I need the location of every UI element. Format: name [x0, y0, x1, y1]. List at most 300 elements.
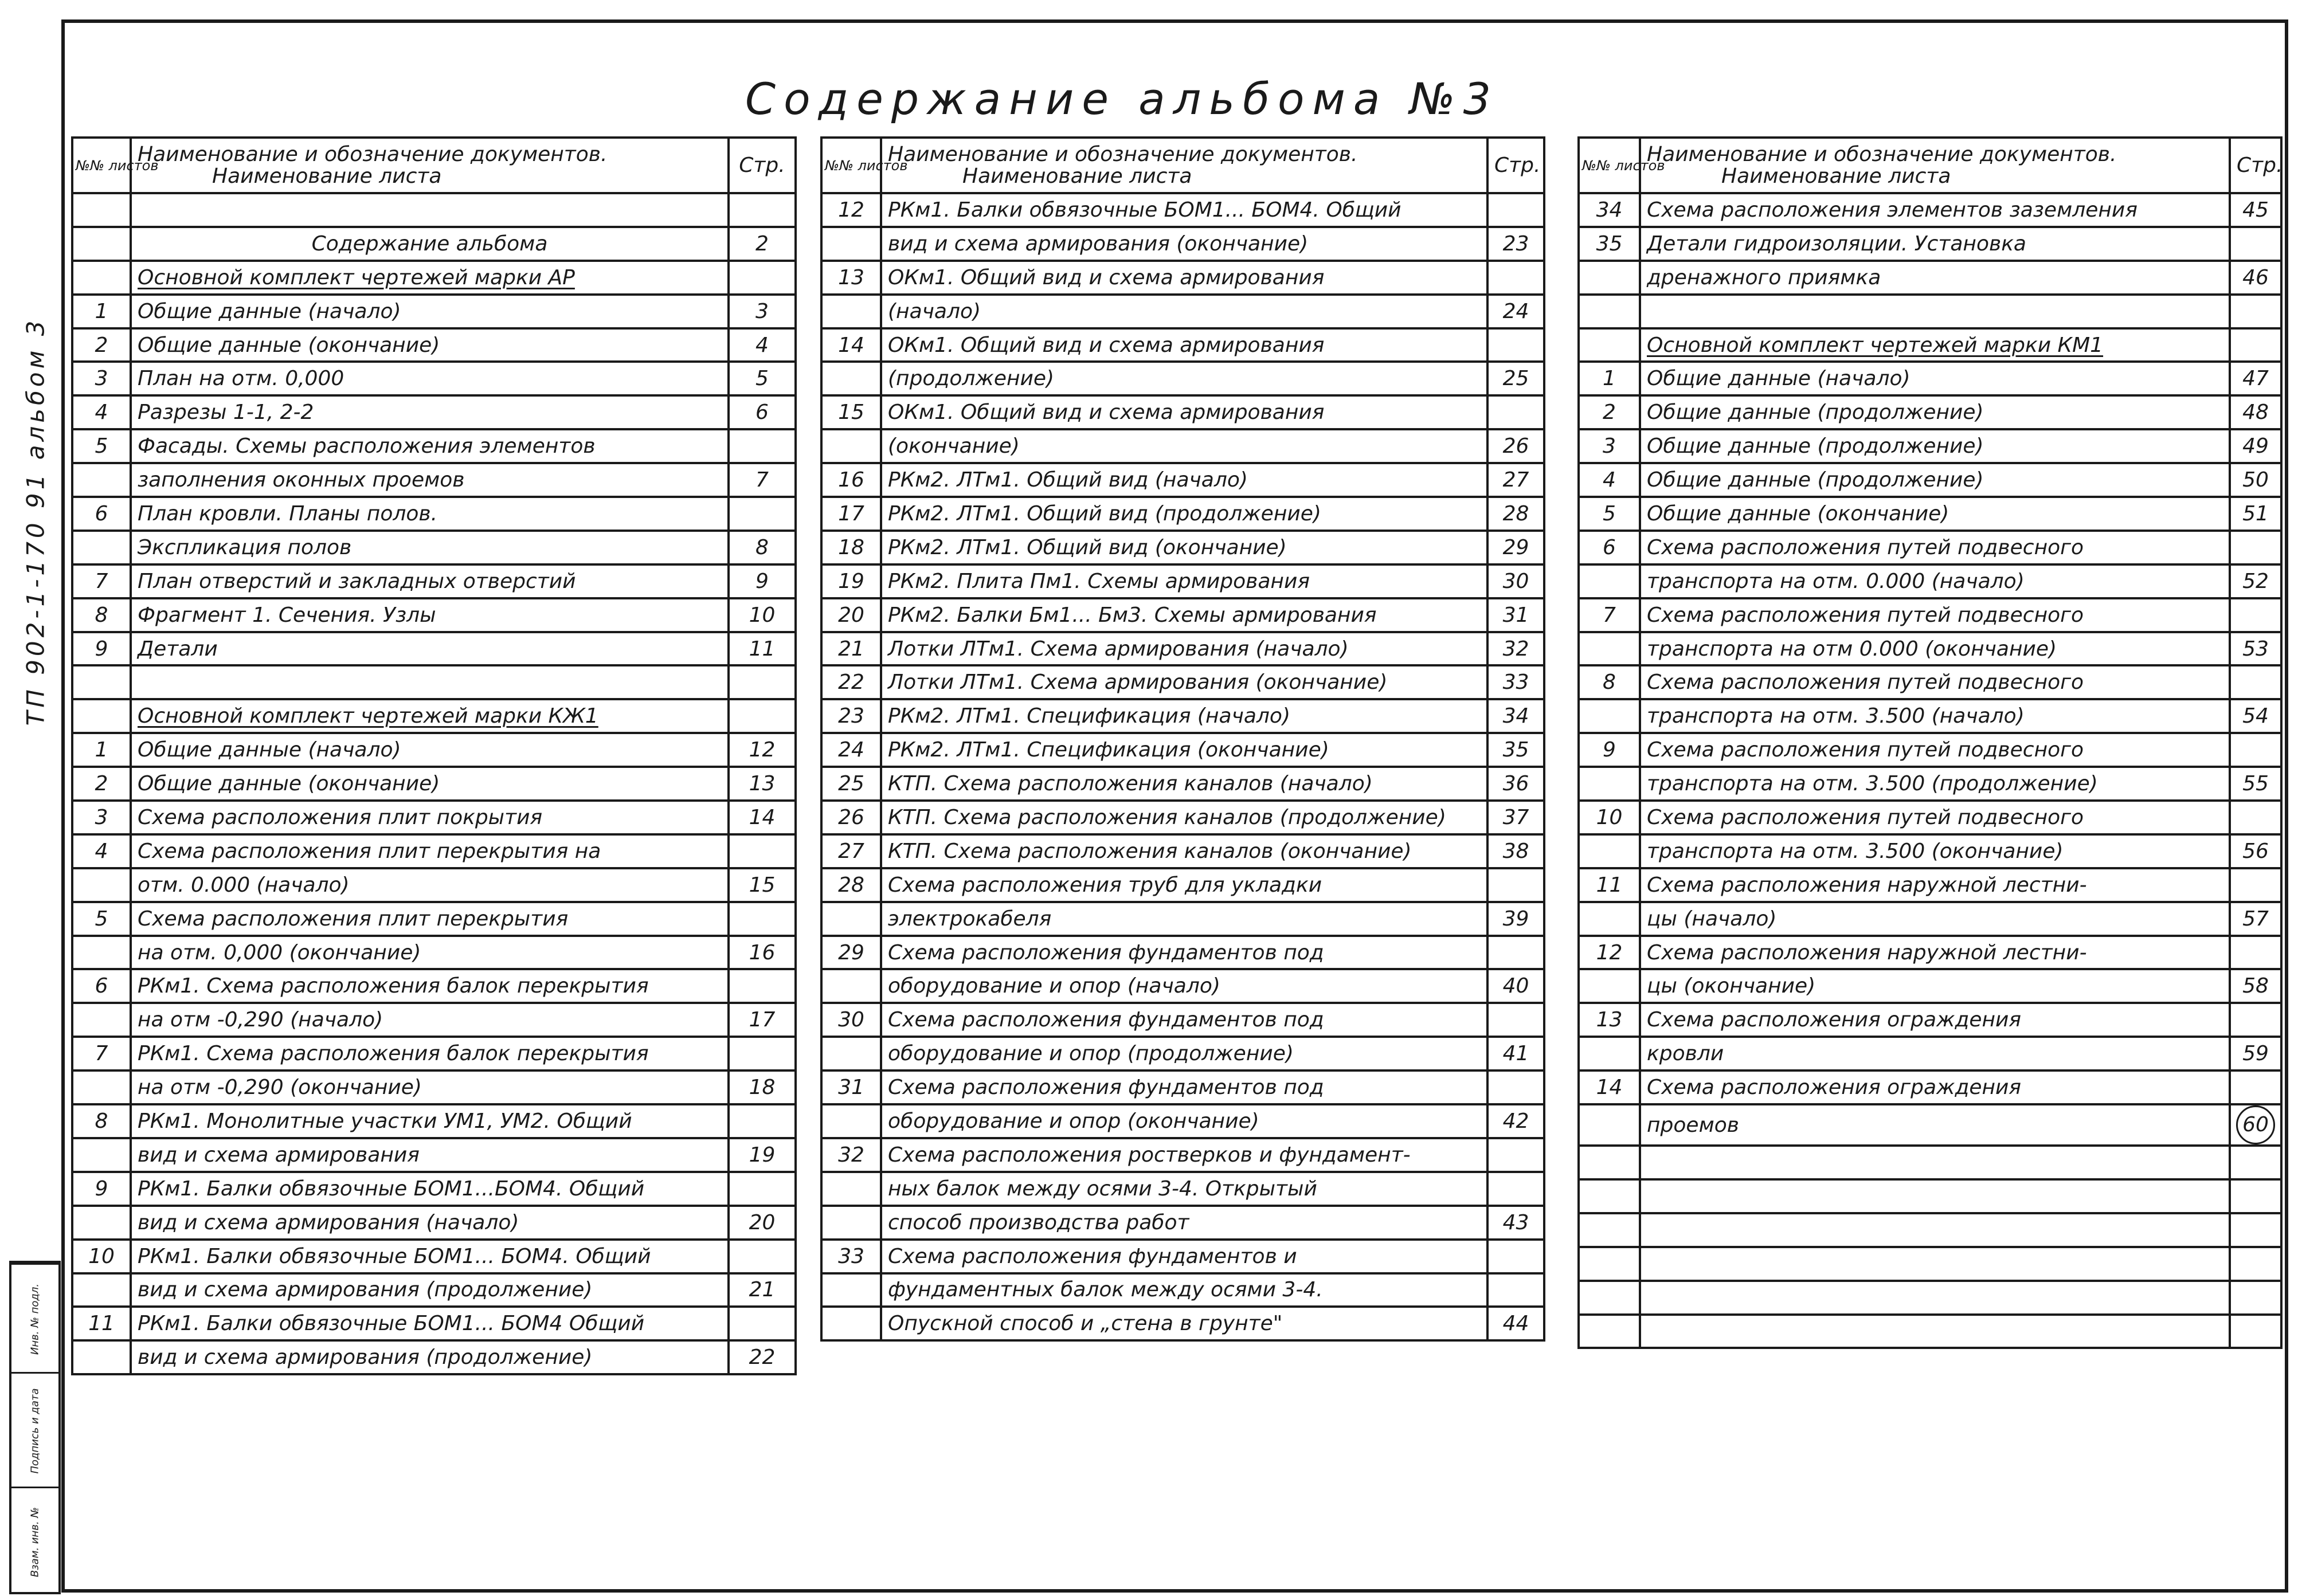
sheet-number: 5: [72, 902, 131, 936]
sheet-number: [1579, 1146, 1640, 1179]
sheet-title: [131, 193, 729, 227]
sheet-title: Схема расположения путей подвесного: [1640, 733, 2230, 767]
sheet-number: 29: [821, 936, 881, 970]
page-number: 28: [1487, 497, 1544, 531]
sheet-number: [1579, 699, 1640, 733]
sheet-title: способ производства работ: [881, 1206, 1487, 1240]
page-number: 18: [729, 1070, 796, 1104]
page-number: [1487, 1172, 1544, 1206]
sheet-title: Экспликация полов: [131, 531, 729, 564]
sheet-title: Схема расположения элементов заземления: [1640, 193, 2230, 227]
page-number: 46: [2230, 261, 2281, 295]
page-number: [1487, 261, 1544, 295]
sheet-number: 5: [72, 429, 131, 463]
sheet-title: РКм1. Схема расположения балок перекрытия: [131, 969, 729, 1003]
page-number: [2230, 295, 2281, 328]
sheet-title: [1640, 1315, 2230, 1348]
sheet-number: [72, 193, 131, 227]
sheet-number: 18: [821, 531, 881, 564]
sheet-title: Опускной способ и „стена в грунте": [881, 1307, 1487, 1340]
sheet-title: оборудование и опор (продолжение): [881, 1037, 1487, 1070]
sheet-title: электрокабеля: [881, 902, 1487, 936]
table-header: [821, 138, 1544, 193]
table-row: [1579, 531, 2281, 564]
table-row: [72, 598, 796, 632]
sheet-number: [821, 1273, 881, 1307]
sheet-title: Схема расположения путей подвесного: [1640, 531, 2230, 564]
page-number: [1487, 1240, 1544, 1273]
page-number: 55: [2230, 767, 2281, 801]
table-row: [72, 564, 796, 598]
table-row: [821, 328, 1544, 362]
sheet-title: вид и схема армирования (продолжение): [131, 1273, 729, 1307]
contents-table-1: [71, 136, 797, 1375]
page-number: [2230, 801, 2281, 834]
sheet-title: цы (окончание): [1640, 969, 2230, 1003]
sheet-number: 7: [1579, 598, 1640, 632]
sheet-title: Разрезы 1-1, 2-2: [131, 395, 729, 429]
table-row: [821, 1070, 1544, 1104]
page-number: [729, 193, 796, 227]
table-row: [1579, 868, 2281, 902]
sheet-number: 3: [1579, 429, 1640, 463]
sheet-number: 2: [72, 328, 131, 362]
page-number: 10: [729, 598, 796, 632]
stamp-label-3: Взам. инв. №: [29, 1507, 41, 1578]
sheet-number: 10: [1579, 801, 1640, 834]
table-row: [72, 227, 796, 261]
sheet-title: РКм1. Балки обвязочные БОМ1... БОМ4 Общий: [131, 1307, 729, 1340]
table-row: [821, 1172, 1544, 1206]
page-number: [2230, 1070, 2281, 1104]
table-row: [1579, 699, 2281, 733]
sheet-title: Общие данные (окончание): [1640, 497, 2230, 531]
sheet-number: 19: [821, 564, 881, 598]
sheet-number: [1579, 834, 1640, 868]
sheet-title: [131, 261, 729, 295]
page-number: 47: [2230, 362, 2281, 395]
header-num: №№ листов: [821, 138, 881, 193]
page-number: [1487, 193, 1544, 227]
table-row: [72, 429, 796, 463]
page-number: [2230, 1179, 2281, 1213]
table-row: [821, 936, 1544, 970]
stamp-label-2: Подпись и дата: [29, 1388, 41, 1474]
sheet-title: транспорта на отм. 3.500 (продолжение): [1640, 767, 2230, 801]
page-number: 40: [1487, 969, 1544, 1003]
sheet-number: [72, 1138, 131, 1172]
sheet-title: Схема расположения ограждения: [1640, 1070, 2230, 1104]
sheet-title: РКм2. ЛТм1. Спецификация (начало): [881, 699, 1487, 733]
table-row: [72, 936, 796, 970]
table-row: [821, 1206, 1544, 1240]
page-number: 4: [729, 328, 796, 362]
table-row: [1579, 362, 2281, 395]
page-number: 15: [729, 868, 796, 902]
sheet-title: [1640, 1247, 2230, 1281]
header-name-line1: Наименование и обозначение документов.: [1647, 142, 2117, 166]
sheet-title: Детали: [131, 632, 729, 666]
sheet-number: 32: [821, 1138, 881, 1172]
sheet-number: [72, 1003, 131, 1037]
sheet-title: РКм1. Балки обвязочные БОМ1... БОМ4. Общий: [131, 1240, 729, 1273]
page-number: 53: [2230, 632, 2281, 666]
table-row: [72, 497, 796, 531]
page-number: 31: [1487, 598, 1544, 632]
header-name-line2: Наименование листа: [962, 164, 1192, 188]
centered-title: Содержание альбома: [311, 232, 548, 256]
page-number: 9: [729, 564, 796, 598]
table-row: [821, 295, 1544, 328]
sheet-number: 7: [72, 564, 131, 598]
table-row: [72, 868, 796, 902]
sheet-title: [1640, 1281, 2230, 1315]
page-number: 33: [1487, 665, 1544, 699]
sheet-title: РКм2. ЛТм1. Спецификация (окончание): [881, 733, 1487, 767]
header-name: [881, 138, 1487, 193]
sheet-title: РКм1. Балки обвязочные БОМ1... БОМ4. Общий: [881, 193, 1487, 227]
page-number: 12: [729, 733, 796, 767]
page-number: 52: [2230, 564, 2281, 598]
sheet-number: [1579, 632, 1640, 666]
table-row: [72, 1273, 796, 1307]
page-number: 29: [1487, 531, 1544, 564]
sheet-number: [821, 1104, 881, 1138]
page-number: 14: [729, 801, 796, 834]
sheet-title: План на отм. 0,000: [131, 362, 729, 395]
table-row: [1579, 1146, 2281, 1179]
table-row: [1579, 632, 2281, 666]
sheet-title: (окончание): [881, 429, 1487, 463]
sheet-number: 8: [1579, 665, 1640, 699]
page-number: 54: [2230, 699, 2281, 733]
sheet-title: Схема расположения наружной лестни-: [1640, 936, 2230, 970]
page-number: 2: [729, 227, 796, 261]
sheet-number: 27: [821, 834, 881, 868]
sheet-title: Схема расположения ограждения: [1640, 1003, 2230, 1037]
sheet-title: транспорта на отм. 3.500 (окончание): [1640, 834, 2230, 868]
page-number: 42: [1487, 1104, 1544, 1138]
page-number: [729, 834, 796, 868]
page-number: 13: [729, 767, 796, 801]
sheet-number: 35: [1579, 227, 1640, 261]
page-number: [729, 261, 796, 295]
page-number: 51: [2230, 497, 2281, 531]
table-row: [1579, 1070, 2281, 1104]
sheet-number: [821, 1307, 881, 1340]
table-row: [72, 632, 796, 666]
sheet-title: заполнения оконных проемов: [131, 463, 729, 497]
sheet-number: [1579, 1037, 1640, 1070]
side-code-text: ТП 902-1-170 91 альбом 3: [21, 317, 50, 726]
table-row: [72, 1138, 796, 1172]
sheet-title: Схема расположения плит покрытия: [131, 801, 729, 834]
section-heading: Основной комплект чертежей марки АР: [138, 265, 575, 289]
table-body: [1579, 193, 2281, 1348]
table-row: [1579, 261, 2281, 295]
page-number: [1487, 936, 1544, 970]
sheet-number: [72, 227, 131, 261]
page-number: 56: [2230, 834, 2281, 868]
sheet-title: [131, 699, 729, 733]
sheet-title: КТП. Схема расположения каналов (начало): [881, 767, 1487, 801]
page-number: 19: [729, 1138, 796, 1172]
sheet-title: ОКм1. Общий вид и схема армирования: [881, 261, 1487, 295]
sheet-title: Общие данные (продолжение): [1640, 463, 2230, 497]
sheet-number: 4: [72, 395, 131, 429]
sheet-number: 1: [72, 733, 131, 767]
sheet-number: 14: [821, 328, 881, 362]
table-row: [1579, 429, 2281, 463]
page-number: [729, 1037, 796, 1070]
page-number: [1487, 328, 1544, 362]
table-row: [72, 1070, 796, 1104]
table-row: [72, 261, 796, 295]
table-row: [72, 463, 796, 497]
header-name-line1: Наименование и обозначение документов.: [138, 142, 608, 166]
sheet-title: План кровли. Планы полов.: [131, 497, 729, 531]
sheet-title: Лотки ЛТм1. Схема армирования (начало): [881, 632, 1487, 666]
page-number: [729, 902, 796, 936]
stamp-cell-2: [11, 1372, 58, 1488]
sheet-title: Фасады. Схемы расположения элементов: [131, 429, 729, 463]
sheet-title: вид и схема армирования (начало): [131, 1206, 729, 1240]
sheet-number: [1579, 1247, 1640, 1281]
sheet-number: [1579, 1213, 1640, 1247]
sheet-number: [72, 531, 131, 564]
table-row: [72, 362, 796, 395]
page-number: 24: [1487, 295, 1544, 328]
sheet-number: [72, 868, 131, 902]
table-row: [72, 1172, 796, 1206]
table-row: [821, 227, 1544, 261]
sheet-title: проемов: [1640, 1104, 2230, 1146]
page-number: 30: [1487, 564, 1544, 598]
table-row: [72, 1307, 796, 1340]
header-name-line2: Наименование листа: [212, 164, 442, 188]
sheet-number: [1579, 295, 1640, 328]
page-number: [2230, 1003, 2281, 1037]
sheet-title: Детали гидроизоляции. Установка: [1640, 227, 2230, 261]
sheet-number: [72, 699, 131, 733]
page-number: [2230, 665, 2281, 699]
sheet-number: [1579, 767, 1640, 801]
sheet-number: 4: [72, 834, 131, 868]
sheet-number: 7: [72, 1037, 131, 1070]
page-number: 59: [2230, 1037, 2281, 1070]
page-number: [729, 699, 796, 733]
sheet-title: Схема расположения фундаментов под: [881, 936, 1487, 970]
table-row: [821, 261, 1544, 295]
table-row: [72, 1003, 796, 1037]
sheet-title: [1640, 328, 2230, 362]
sheet-number: 23: [821, 699, 881, 733]
header-num: №№ листов: [1579, 138, 1640, 193]
sheet-number: 4: [1579, 463, 1640, 497]
sheet-number: [821, 1172, 881, 1206]
sheet-number: 9: [1579, 733, 1640, 767]
table-row: [821, 395, 1544, 429]
table-row: [1579, 463, 2281, 497]
page-number: [2230, 531, 2281, 564]
sheet-title: Общие данные (начало): [131, 295, 729, 328]
sheet-number: [1579, 1315, 1640, 1348]
sheet-title: Схема расположения ростверков и фундамент-: [881, 1138, 1487, 1172]
side-document-code: [18, 317, 53, 726]
page-number: 37: [1487, 801, 1544, 834]
table-row: [1579, 564, 2281, 598]
page-number: [1487, 868, 1544, 902]
table-row: [72, 531, 796, 564]
table-row: [72, 328, 796, 362]
sheet-number: 33: [821, 1240, 881, 1273]
page-number: [729, 969, 796, 1003]
table-row: [821, 531, 1544, 564]
page-number: 26: [1487, 429, 1544, 463]
table-row: [1579, 665, 2281, 699]
sheet-title: РКм1. Монолитные участки УМ1, УМ2. Общий: [131, 1104, 729, 1138]
table-row: [1579, 801, 2281, 834]
table-row: [1579, 497, 2281, 531]
sheet-number: 15: [821, 395, 881, 429]
page-number: [729, 429, 796, 463]
sheet-number: 3: [72, 362, 131, 395]
sheet-title: оборудование и опор (начало): [881, 969, 1487, 1003]
sheet-title: РКм2. ЛТм1. Общий вид (продолжение): [881, 497, 1487, 531]
sheet-number: [1579, 1179, 1640, 1213]
sheet-number: [72, 463, 131, 497]
sheet-title: [1640, 1179, 2230, 1213]
table-row: [821, 598, 1544, 632]
sheet-title: ОКм1. Общий вид и схема армирования: [881, 395, 1487, 429]
sheet-title: [1640, 295, 2230, 328]
sheet-number: 5: [1579, 497, 1640, 531]
sheet-number: 6: [72, 497, 131, 531]
sheet-number: 31: [821, 1070, 881, 1104]
page-number: [729, 497, 796, 531]
page-number: 38: [1487, 834, 1544, 868]
sheet-number: 9: [72, 632, 131, 666]
sheet-number: 14: [1579, 1070, 1640, 1104]
sheet-number: 10: [72, 1240, 131, 1273]
table-row: [72, 1037, 796, 1070]
page-number: 41: [1487, 1037, 1544, 1070]
sheet-title: Схема расположения фундаментов и: [881, 1240, 1487, 1273]
page-number: [2230, 733, 2281, 767]
page-number: 17: [729, 1003, 796, 1037]
header-page: Стр.: [1487, 138, 1544, 193]
sheet-title: Схема расположения путей подвесного: [1640, 801, 2230, 834]
sheet-number: [1579, 969, 1640, 1003]
sheet-title: План отверстий и закладных отверстий: [131, 564, 729, 598]
table-row: [821, 362, 1544, 395]
table-row: [821, 429, 1544, 463]
sheet-number: 2: [72, 767, 131, 801]
sheet-number: [72, 1340, 131, 1374]
header-name: [1640, 138, 2230, 193]
table-row: [821, 463, 1544, 497]
table-row: [72, 1240, 796, 1273]
table-row: [1579, 969, 2281, 1003]
table-row: [821, 1307, 1544, 1340]
page-number: 16: [729, 936, 796, 970]
table-row: [821, 969, 1544, 1003]
table-row: [821, 1104, 1544, 1138]
contents-table-2: [820, 136, 1545, 1342]
table-row: [821, 834, 1544, 868]
table-row: [821, 733, 1544, 767]
table-row: [72, 193, 796, 227]
sheet-number: 6: [1579, 531, 1640, 564]
sheet-number: 26: [821, 801, 881, 834]
sheet-title: транспорта на отм. 0.000 (начало): [1640, 564, 2230, 598]
page-number: [2230, 598, 2281, 632]
page-number: 49: [2230, 429, 2281, 463]
page-number: 39: [1487, 902, 1544, 936]
table-row: [821, 497, 1544, 531]
table-row: [1579, 936, 2281, 970]
sheet-title: дренажного приямка: [1640, 261, 2230, 295]
table-body: [72, 193, 796, 1374]
sheet-number: 6: [72, 969, 131, 1003]
sheet-number: [821, 227, 881, 261]
sheet-number: [72, 936, 131, 970]
sheet-number: 9: [72, 1172, 131, 1206]
sheet-title: [131, 227, 729, 261]
sheet-title: Общие данные (окончание): [131, 767, 729, 801]
sheet-title: Общие данные (начало): [131, 733, 729, 767]
table-row: [821, 902, 1544, 936]
section-heading: Основной комплект чертежей марки КМ1: [1647, 333, 2104, 357]
table-row: [72, 733, 796, 767]
page-number: [1487, 1003, 1544, 1037]
table-header: [1579, 138, 2281, 193]
header-page: Стр.: [729, 138, 796, 193]
header-name-line2: Наименование листа: [1721, 164, 1951, 188]
table-row: [821, 1273, 1544, 1307]
table-row: [72, 1104, 796, 1138]
page-number: 7: [729, 463, 796, 497]
sheet-number: 13: [1579, 1003, 1640, 1037]
sheet-number: 24: [821, 733, 881, 767]
sheet-number: [72, 1273, 131, 1307]
sheet-title: Схема расположения наружной лестни-: [1640, 868, 2230, 902]
page-number: 6: [729, 395, 796, 429]
sheet-number: 11: [72, 1307, 131, 1340]
page-number: 20: [729, 1206, 796, 1240]
table-row: [1579, 395, 2281, 429]
page-number: [2230, 328, 2281, 362]
sheet-title: ОКм1. Общий вид и схема армирования: [881, 328, 1487, 362]
sheet-title: транспорта на отм 0.000 (окончание): [1640, 632, 2230, 666]
sheet-title: Общие данные (продолжение): [1640, 429, 2230, 463]
sheet-number: 13: [821, 261, 881, 295]
sheet-number: [1579, 902, 1640, 936]
table-row: [1579, 902, 2281, 936]
table-row: [1579, 227, 2281, 261]
sheet-number: 21: [821, 632, 881, 666]
sheet-title: вид и схема армирования: [131, 1138, 729, 1172]
sheet-title: [1640, 1213, 2230, 1247]
sheet-title: на отм -0,290 (начало): [131, 1003, 729, 1037]
sheet-title: на отм -0,290 (окончание): [131, 1070, 729, 1104]
table-row: [72, 699, 796, 733]
sheet-title: Схема расположения путей подвесного: [1640, 598, 2230, 632]
page-number: 8: [729, 531, 796, 564]
sheet-title: фундаментных балок между осями 3-4.: [881, 1273, 1487, 1307]
sheet-title: Схема расположения путей подвесного: [1640, 665, 2230, 699]
sheet-title: РКм2. Плита Пм1. Схемы армирования: [881, 564, 1487, 598]
